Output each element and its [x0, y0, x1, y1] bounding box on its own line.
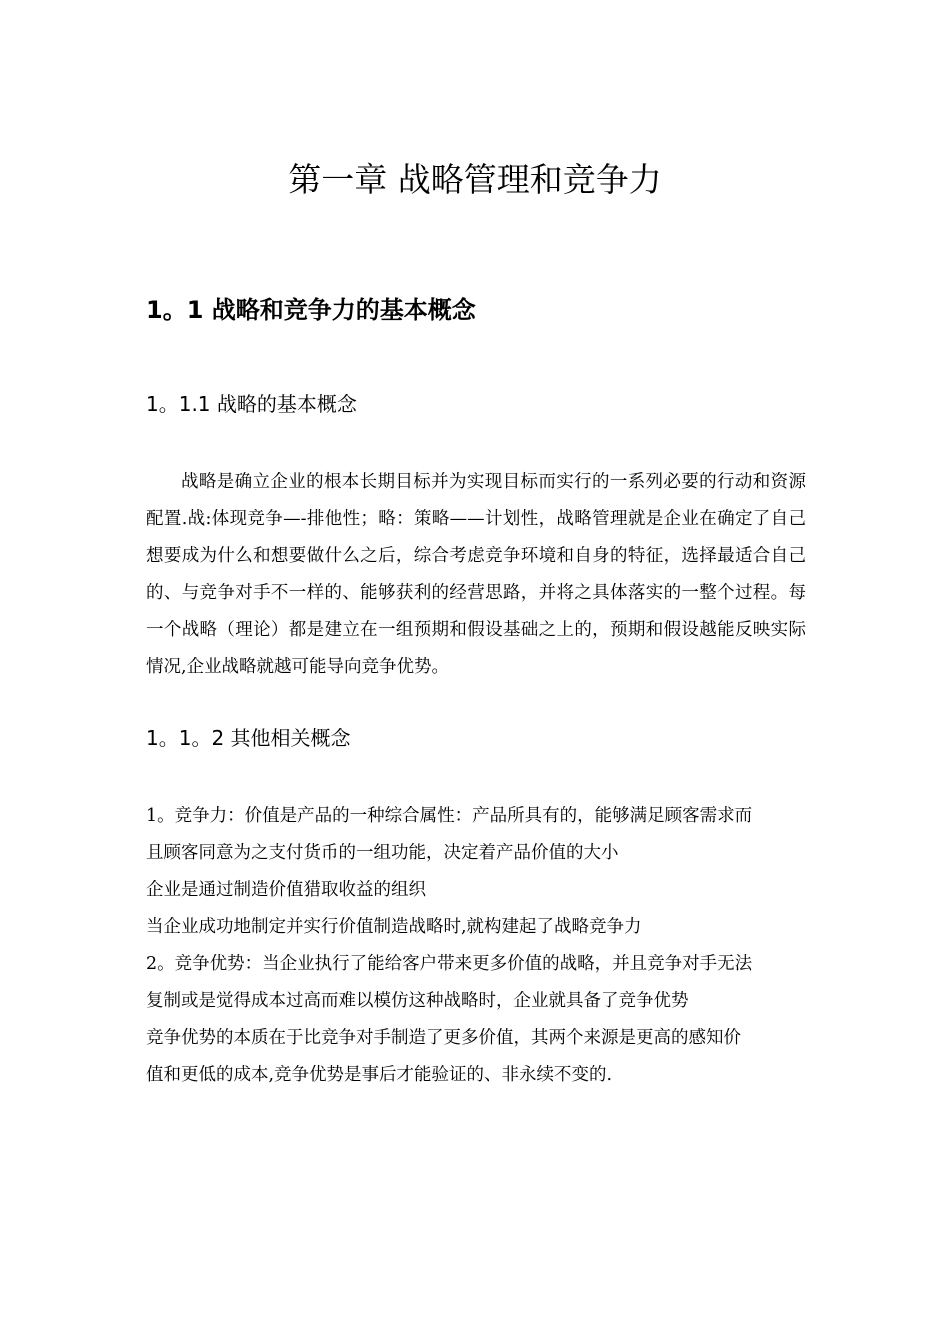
strategy-paragraph: 战略是确立企业的根本长期目标并为实现目标而实行的一系列必要的行动和资源配置.战:体现竞争—-排他性；略：策略——计划性，战略管理就是企业在确定了自己想要成为什么和想要做什么之后，综合考虑竞争环境和自身的特征，选择最适合自己的、与竞争对手不一样的、能够获利的经营思路，并将之具体落实的一整个过程。每一个战略（理论）都是建立在一组预期和假设基础之上的，预期和假设越能反映实际情况,企业战略就越可能导向竞争优势。	[146, 472, 806, 677]
subsection-title-strategy: 1。1.1 战略的基本概念	[146, 392, 357, 416]
subsection-title-related-concepts: 1。1。2 其他相关概念	[146, 726, 351, 750]
concept-line: 企业是通过制造价值猎取收益的组织	[146, 880, 426, 900]
concept-line: 竞争优势的本质在于比竞争对手制造了更多价值，其两个来源是更高的感知价	[146, 1028, 741, 1048]
section-title: 1。1 战略和竞争力的基本概念	[146, 296, 476, 324]
concept-line: 且顾客同意为之支付货币的一组功能，决定着产品价值的大小	[146, 843, 619, 863]
concept-line: 2。竞争优势：当企业执行了能给客户带来更多价值的战略，并且竞争对手无法	[146, 954, 753, 974]
concept-line: 1。竞争力：价值是产品的一种综合属性：产品所具有的，能够满足顾客需求而	[146, 806, 753, 826]
concept-line: 当企业成功地制定并实行价值制造战略时,就构建起了战略竞争力	[146, 917, 642, 937]
concept-line: 值和更低的成本,竞争优势是事后才能验证的、非永续不变的.	[146, 1065, 613, 1085]
concept-line: 复制或是觉得成本过高而难以模仿这种战略时，企业就具备了竞争优势	[146, 991, 689, 1011]
chapter-title: 第一章 战略管理和竞争力	[288, 160, 662, 199]
